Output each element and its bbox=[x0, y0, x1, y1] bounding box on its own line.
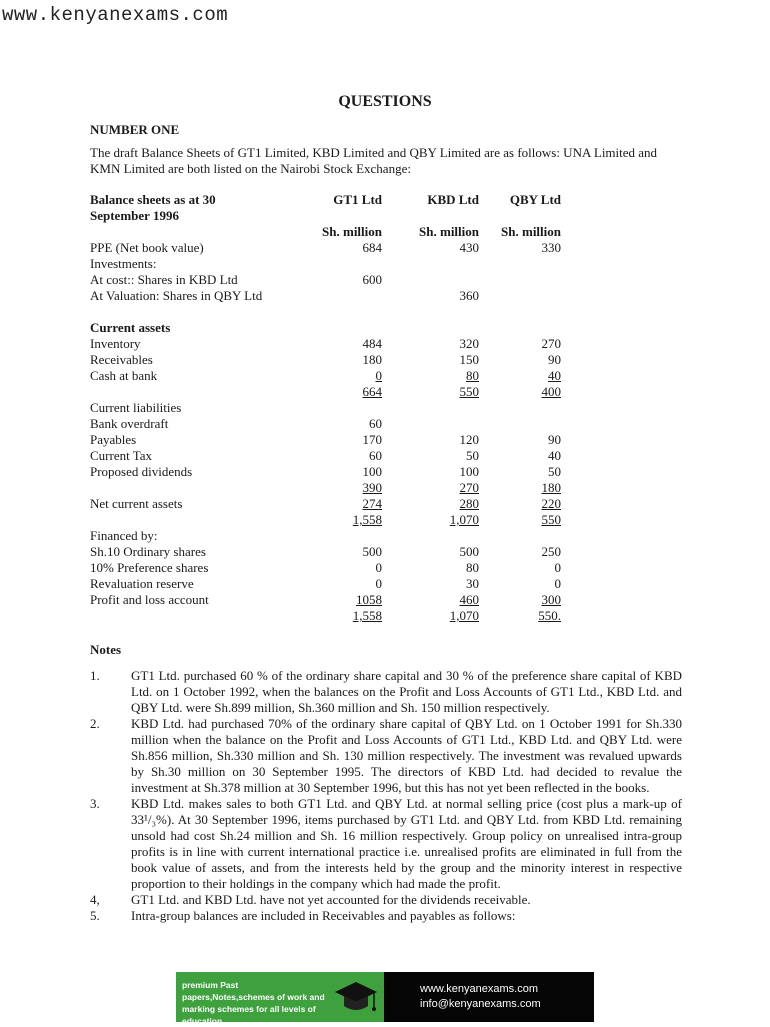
cell-kbd: 360 bbox=[459, 288, 479, 303]
cell-gt1: 0 bbox=[375, 576, 382, 591]
cell-kbd: 80 bbox=[466, 560, 479, 575]
cell-gt1: 0 bbox=[375, 560, 382, 575]
cell-qby: 0 bbox=[554, 560, 561, 575]
row-financed-by bbox=[90, 528, 570, 544]
cell-qby: 220 bbox=[541, 496, 561, 511]
cell-qby: 50 bbox=[548, 464, 561, 479]
row-overdraft bbox=[90, 416, 570, 432]
cell-kbd: 80 bbox=[466, 368, 479, 383]
cell-gt1: 390 bbox=[362, 480, 382, 495]
note-number: 2. bbox=[90, 716, 100, 731]
cell-kbd: 50 bbox=[466, 448, 479, 463]
note-text: GT1 Ltd. purchased 60 % of the ordinary share capital and 30 % of the preference share capital of KBD Ltd. on 1 October 1992, when the balances on the Profit and Loss Accounts of GT1 Ltd., KBD Ltd. and QBY Ltd. were Sh.899 million, Sh.360 million and Sh. 150 million respectively. bbox=[131, 668, 682, 715]
cell-gt1: 180 bbox=[362, 352, 382, 367]
row-label: Net current assets bbox=[90, 496, 183, 511]
unit-row bbox=[90, 224, 570, 240]
row-ordinary-shares bbox=[90, 544, 570, 560]
cell-kbd: 460 bbox=[459, 592, 479, 607]
cell-kbd: 280 bbox=[459, 496, 479, 511]
row-label: Bank overdraft bbox=[90, 416, 169, 431]
cell-qby: 270 bbox=[541, 336, 561, 351]
banner-contact[interactable] bbox=[384, 972, 594, 1022]
watermark-url: www.kenyanexams.com bbox=[2, 4, 229, 26]
cell-kbd: 30 bbox=[466, 576, 479, 591]
cell-qby: 250 bbox=[541, 544, 561, 559]
banner-promo-text: premium Past papers,Notes,schemes of work and marking schemes for all levels of education bbox=[182, 980, 325, 1026]
cell-kbd: 500 bbox=[459, 544, 479, 559]
note-text: GT1 Ltd. and KBD Ltd. have not yet accounted for the dividends receivable. bbox=[131, 892, 531, 907]
banner-website-link[interactable]: www.kenyanexams.com bbox=[420, 983, 538, 995]
cell-gt1: 60 bbox=[369, 416, 382, 431]
row-total-assets bbox=[90, 512, 570, 528]
cell-gt1: 484 bbox=[362, 336, 382, 351]
row-label: PPE (Net book value) bbox=[90, 240, 204, 255]
table-heading-line1: Balance sheets as at 30 bbox=[90, 192, 216, 207]
cell-qby: 90 bbox=[548, 352, 561, 367]
notes-heading: Notes bbox=[90, 642, 122, 657]
banner-promo bbox=[176, 972, 384, 1026]
row-label: Current assets bbox=[90, 320, 171, 335]
cell-kbd: 150 bbox=[459, 352, 479, 367]
cell-gt1: 170 bbox=[362, 432, 382, 447]
cell-gt1: 60 bbox=[369, 448, 382, 463]
cell-gt1: 684 bbox=[362, 240, 382, 255]
cell-kbd: 430 bbox=[459, 240, 479, 255]
cell-qby: 550. bbox=[538, 608, 561, 623]
col-header-gt1: GT1 Ltd bbox=[333, 192, 382, 207]
col-header-kbd: KBD Ltd bbox=[427, 192, 479, 207]
cell-kbd: 120 bbox=[459, 432, 479, 447]
note-number: 4, bbox=[90, 892, 100, 907]
banner-email-link[interactable]: info@kenyanexams.com bbox=[420, 998, 541, 1010]
row-revaluation-reserve bbox=[90, 576, 570, 592]
row-label: Receivables bbox=[90, 352, 153, 367]
note-text: KBD Ltd. had purchased 70% of the ordinary share capital of QBY Ltd. on 1 October 1991 for Sh.330 million when the balance on the Profit and Loss Accounts of GT1 Ltd., KBD Ltd. and QBY Ltd. were Sh.856 million, Sh.330 million and Sh. 130 million respectively. The investment was revalued upwards by Sh.30 million on 30 September 1995. The directors of KBD Ltd. had decided to revalue the investment at Sh.378 million at 30 September 1996, but this has not yet been reflected in the books. bbox=[131, 716, 682, 795]
note-item bbox=[90, 796, 682, 892]
cell-qby: 400 bbox=[541, 384, 561, 399]
row-total-financing bbox=[90, 608, 570, 624]
cell-kbd: 1,070 bbox=[449, 512, 479, 527]
note-item bbox=[90, 668, 682, 716]
cell-gt1: 1,558 bbox=[352, 512, 382, 527]
row-current-assets-total bbox=[90, 384, 570, 400]
row-label: Cash at bank bbox=[90, 368, 158, 383]
cell-gt1: 664 bbox=[362, 384, 382, 399]
cell-kbd: 1,070 bbox=[449, 608, 479, 623]
cell-qby: 0 bbox=[554, 576, 561, 591]
cell-kbd: 270 bbox=[459, 480, 479, 495]
note-item bbox=[90, 892, 682, 908]
cell-qby: 40 bbox=[548, 448, 561, 463]
cell-qby: 40 bbox=[548, 368, 561, 383]
unit-kbd: Sh. million bbox=[419, 224, 479, 239]
row-net-current-assets bbox=[90, 496, 570, 512]
unit-qby: Sh. million bbox=[501, 224, 561, 239]
row-investments bbox=[90, 256, 570, 272]
cell-gt1: 0 bbox=[375, 368, 382, 383]
cell-kbd: 100 bbox=[459, 464, 479, 479]
row-tax bbox=[90, 448, 570, 464]
cell-kbd: 320 bbox=[459, 336, 479, 351]
row-inventory bbox=[90, 336, 570, 352]
row-current-liabilities-total bbox=[90, 480, 570, 496]
intro-paragraph: The draft Balance Sheets of GT1 Limited, KBD Limited and QBY Limited are as follows: UNA Limited and KMN Limited are both listed on the Nairobi Stock Exchange: bbox=[90, 145, 658, 176]
note-number: 1. bbox=[90, 668, 100, 683]
cell-qby: 300 bbox=[541, 592, 561, 607]
row-at-cost bbox=[90, 272, 570, 288]
cell-gt1: 600 bbox=[362, 272, 382, 287]
row-preference-shares bbox=[90, 560, 570, 576]
row-payables bbox=[90, 432, 570, 448]
row-ppe bbox=[90, 240, 570, 256]
footer-banner[interactable] bbox=[176, 972, 594, 1026]
cell-kbd: 550 bbox=[459, 384, 479, 399]
table-heading-line2: September 1996 bbox=[90, 208, 179, 223]
cell-gt1: 1058 bbox=[356, 592, 382, 607]
note-item bbox=[90, 716, 682, 796]
row-label: Current Tax bbox=[90, 448, 153, 463]
row-label: Proposed dividends bbox=[90, 464, 193, 479]
row-dividends bbox=[90, 464, 570, 480]
table-header-row-2 bbox=[90, 208, 570, 224]
row-label: At Valuation: Shares in QBY Ltd bbox=[90, 288, 263, 303]
cell-qby: 330 bbox=[541, 240, 561, 255]
unit-gt1: Sh. million bbox=[322, 224, 382, 239]
row-label: At cost:: Shares in KBD Ltd bbox=[90, 272, 238, 287]
section-heading: NUMBER ONE bbox=[90, 122, 180, 137]
row-cash bbox=[90, 368, 570, 384]
balance-sheet-table bbox=[90, 192, 570, 624]
row-profit-loss bbox=[90, 592, 570, 608]
cell-gt1: 274 bbox=[362, 496, 382, 511]
row-label: Investments: bbox=[90, 256, 157, 271]
cell-qby: 180 bbox=[541, 480, 561, 495]
row-label: Current liabilities bbox=[90, 400, 182, 415]
row-label: Profit and loss account bbox=[90, 592, 209, 607]
col-header-qby: QBY Ltd bbox=[509, 192, 561, 207]
row-label: 10% Preference shares bbox=[90, 560, 209, 575]
row-current-liabilities bbox=[90, 400, 570, 416]
page-title: QUESTIONS bbox=[338, 93, 432, 110]
cell-qby: 550 bbox=[541, 512, 561, 527]
note-number: 3. bbox=[90, 796, 100, 811]
note-text: Intra-group balances are included in Receivables and payables as follows: bbox=[131, 908, 516, 923]
note-number: 5. bbox=[90, 908, 100, 923]
row-receivables bbox=[90, 352, 570, 368]
cell-qby: 90 bbox=[548, 432, 561, 447]
notes-section bbox=[90, 642, 682, 924]
row-label: Inventory bbox=[90, 336, 141, 351]
row-label: Payables bbox=[90, 432, 137, 447]
note-text: KBD Ltd. makes sales to both GT1 Ltd. and QBY Ltd. at normal selling price (cost plus a mark-up of 33¹/₃%). At 30 September 1996, items purchased by GT1 Ltd. and QBY Ltd. from KBD Ltd. remaining unsold had cost Sh.24 million and Sh. 16 million respectively. Group policy on unrealised intra-group profits is in line with current international practice i.e. unrealised profits are eliminated in full from the book value of assets, and from the interests held by the group and the minority interest in respective proportion to their holdings in the company which had made the profit. bbox=[131, 796, 682, 891]
cell-gt1: 500 bbox=[362, 544, 382, 559]
table-header-row bbox=[90, 192, 570, 208]
row-label: Revaluation reserve bbox=[90, 576, 194, 591]
cell-gt1: 1,558 bbox=[352, 608, 382, 623]
row-label: Sh.10 Ordinary shares bbox=[90, 544, 206, 559]
row-current-assets bbox=[90, 320, 570, 336]
note-item bbox=[90, 908, 682, 924]
cell-gt1: 100 bbox=[362, 464, 382, 479]
row-label: Financed by: bbox=[90, 528, 158, 543]
graduation-cap-icon bbox=[334, 978, 378, 1018]
row-at-valuation bbox=[90, 288, 570, 304]
